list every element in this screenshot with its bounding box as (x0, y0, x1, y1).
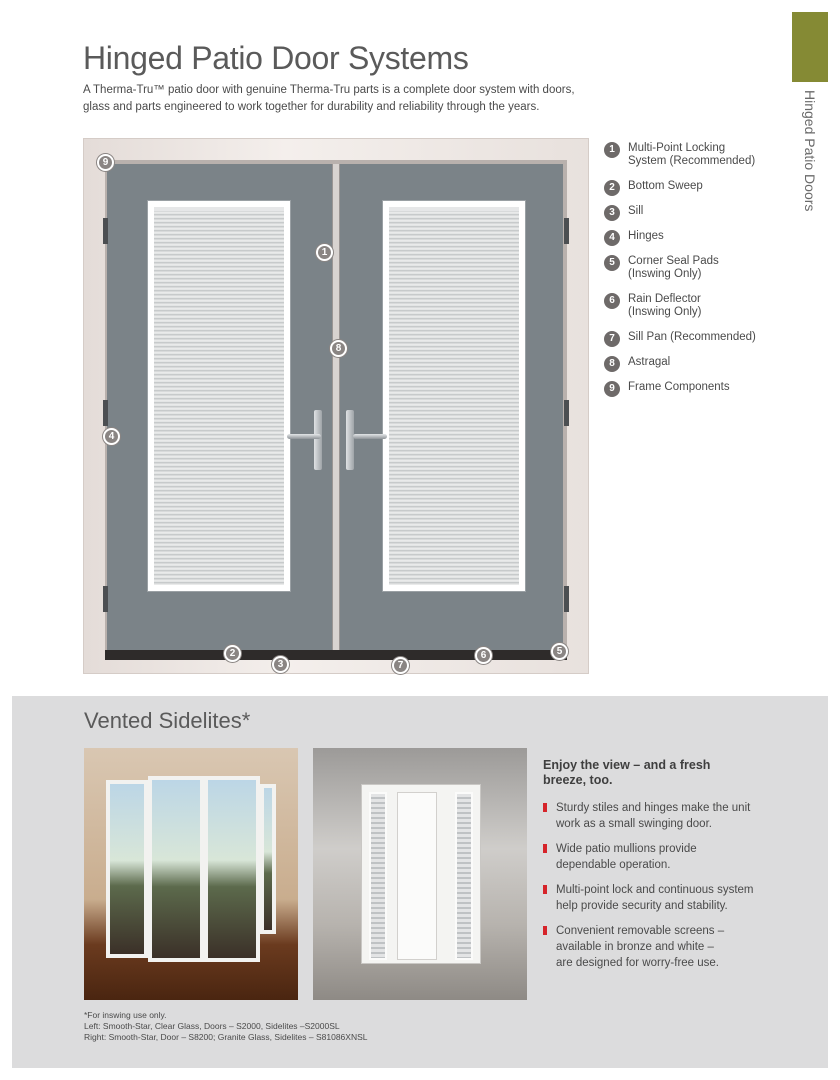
hinge (564, 586, 569, 612)
hinge (103, 218, 108, 244)
benefit-line: Convenient removable screens – (556, 925, 725, 937)
patio-door-illustration (83, 138, 589, 674)
hinge (564, 218, 569, 244)
right-handle-plate (346, 410, 354, 470)
parts-legend-item (604, 381, 784, 394)
callout-marker-9: 9 (97, 154, 114, 171)
photo-door (204, 776, 260, 962)
legend-label: Sill Pan (Recommended) (628, 331, 756, 343)
callout-marker-3: 3 (272, 656, 289, 673)
parts-legend-item (604, 255, 784, 281)
callout-marker-8: 8 (330, 340, 347, 357)
parts-legend-item (604, 356, 784, 369)
footnote (84, 1010, 367, 1043)
legend-label: System (Recommended) (628, 155, 756, 167)
benefits-heading-line: Enjoy the view – and a fresh (543, 758, 711, 772)
photo-door-panel (397, 792, 437, 960)
right-door-blinds (389, 207, 519, 585)
left-door-blinds (154, 207, 284, 585)
entry-door-photo (313, 748, 527, 1000)
right-door-glass (382, 200, 526, 592)
legend-label: (Inswing Only) (628, 306, 702, 318)
legend-label: Rain Deflector (628, 293, 701, 305)
intro-line: glass and parts engineered to work together for durability and reliability through the years. (83, 101, 540, 113)
left-lever-handle (287, 434, 321, 439)
legend-label: (Inswing Only) (628, 268, 702, 280)
parts-legend-item (604, 180, 784, 193)
callout-marker-4: 4 (103, 428, 120, 445)
benefits-heading (543, 758, 743, 788)
photo-sidelite (260, 784, 276, 934)
red-bullet-icon (543, 885, 547, 894)
callout-marker-5: 5 (551, 643, 568, 660)
footnote-line: Right: Smooth-Star, Door – S8200; Granite Glass, Sidelites – S81086XNSL (84, 1032, 368, 1042)
benefits-heading-line: breeze, too. (543, 773, 613, 787)
photo-sidelite-glass (455, 792, 473, 960)
left-door-panel (107, 164, 332, 650)
legend-label: Astragal (628, 356, 671, 368)
hinge (103, 400, 108, 426)
legend-label: Multi-Point Locking (628, 142, 726, 154)
legend-label: Frame Components (628, 381, 730, 393)
photo-door (148, 776, 204, 962)
footnote-line: *For inswing use only. (84, 1010, 167, 1020)
hinge (103, 586, 108, 612)
parts-legend-item (604, 230, 784, 243)
astragal (332, 164, 340, 650)
legend-label: Hinges (628, 230, 664, 242)
red-bullet-icon (543, 803, 547, 812)
benefit-item (543, 882, 773, 914)
left-door-glass (147, 200, 291, 592)
section-heading: Vented Sidelites* (84, 708, 251, 733)
parts-legend (604, 142, 784, 394)
parts-legend-item (604, 293, 784, 319)
red-bullet-icon (543, 926, 547, 935)
red-bullet-icon (543, 844, 547, 853)
benefit-line: Wide patio mullions provide (556, 843, 697, 855)
parts-legend-item (604, 331, 784, 344)
legend-label: Corner Seal Pads (628, 255, 719, 267)
benefit-line: Multi-point lock and continuous system (556, 884, 754, 896)
hinge (564, 400, 569, 426)
legend-number: 8 (604, 356, 620, 372)
benefit-line: help provide security and stability. (556, 900, 728, 912)
benefit-item (543, 800, 773, 832)
legend-number: 5 (604, 255, 620, 271)
footnote-line: Left: Smooth-Star, Clear Glass, Doors – S2000, Sidelites –S2000SL (84, 1021, 340, 1031)
intro-text (83, 82, 603, 116)
benefit-line: Sturdy stiles and hinges make the unit (556, 802, 751, 814)
benefit-item (543, 841, 773, 873)
legend-number: 9 (604, 381, 620, 397)
right-door-panel (338, 164, 563, 650)
benefits-list (543, 800, 773, 980)
photo-sidelite-glass (369, 792, 387, 960)
door-sill (105, 650, 567, 660)
vented-sidelites-section (12, 696, 828, 1068)
right-lever-handle (353, 434, 387, 439)
callout-marker-2: 2 (224, 645, 241, 662)
parts-legend-item (604, 205, 784, 218)
legend-number: 2 (604, 180, 620, 196)
intro-line: A Therma-Tru™ patio door with genuine Therma-Tru parts is a complete door system with doors, (83, 84, 575, 96)
section-tab-color (792, 12, 828, 82)
benefit-line: work as a small swinging door. (556, 818, 712, 830)
legend-number: 1 (604, 142, 620, 158)
benefit-line: available in bronze and white – (556, 941, 714, 953)
legend-label: Bottom Sweep (628, 180, 703, 192)
benefit-line: dependable operation. (556, 859, 671, 871)
legend-number: 4 (604, 230, 620, 246)
inswing-patio-photo (84, 748, 298, 1000)
page-title: Hinged Patio Door Systems (83, 40, 469, 76)
callout-marker-6: 6 (475, 647, 492, 664)
legend-number: 7 (604, 331, 620, 347)
left-handle-plate (314, 410, 322, 470)
callout-marker-1: 1 (316, 244, 333, 261)
section-tab-label (792, 90, 828, 230)
photo-sidelite (106, 780, 148, 958)
parts-legend-item (604, 142, 784, 168)
legend-number: 3 (604, 205, 620, 221)
legend-number: 6 (604, 293, 620, 309)
benefit-item (543, 923, 773, 971)
section-tab-text: Hinged Patio Doors (802, 90, 818, 212)
callout-marker-7: 7 (392, 657, 409, 674)
legend-label: Sill (628, 205, 644, 217)
benefit-line: are designed for worry-free use. (556, 957, 719, 969)
